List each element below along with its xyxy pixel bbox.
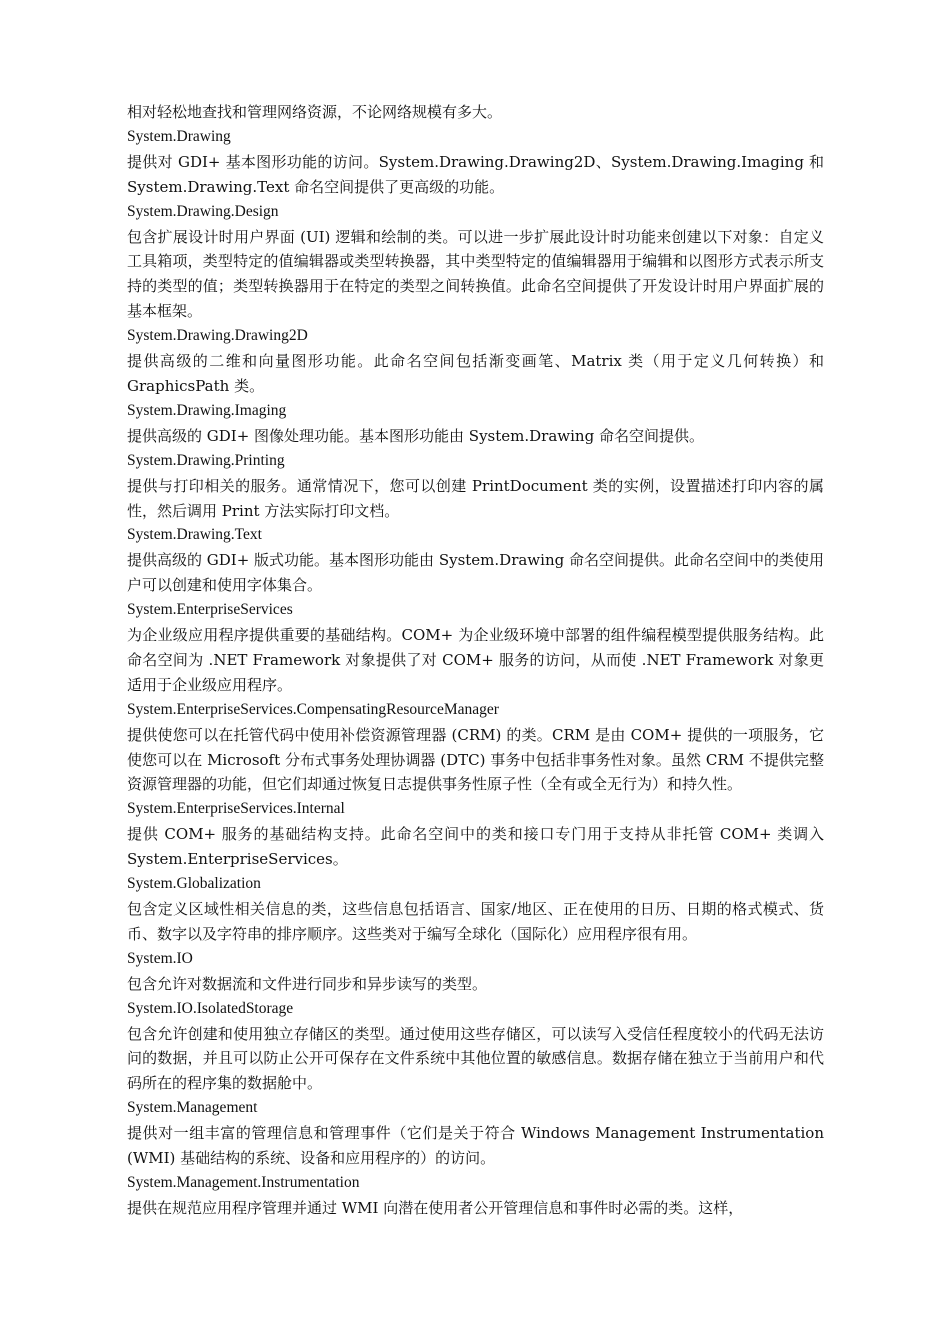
namespace-entry bbox=[127, 1096, 824, 1171]
namespace-entry bbox=[127, 698, 824, 798]
namespace-title: System.Management bbox=[127, 1099, 258, 1117]
namespace-description: 提供对一组丰富的管理信息和管理事件（它们是关于符合 Windows Management Instrumentation (WMI) 基础结构的系统、设备和应用程序的）的访问。 bbox=[127, 1124, 824, 1168]
namespace-title: System.Drawing.Printing bbox=[127, 451, 285, 469]
namespace-title: System.EnterpriseServices.Internal bbox=[127, 800, 345, 818]
namespace-description: 包含扩展设计时用户界面 (UI) 逻辑和绘制的类。可以进一步扩展此设计时功能来创建以下对象：自定义工具箱项，类型特定的值编辑器或类型转换器，其中类型特定的值编辑器用于编辑和以图形方式表示所支持的类型的值；类型转换器用于在特定的类型之间转换值。此命名空间提供了开发设计时用户界面扩展的基本框架。 bbox=[127, 227, 824, 321]
namespace-title: System.IO.IsolatedStorage bbox=[127, 999, 294, 1017]
namespace-entry bbox=[127, 399, 824, 449]
namespace-title: System.Drawing.Drawing2D bbox=[127, 327, 308, 345]
namespace-description: 提供 COM+ 服务的基础结构支持。此命名空间中的类和接口专门用于支持从非托管 COM+ 类调入 System.EnterpriseServices。 bbox=[127, 825, 824, 869]
namespace-entry bbox=[127, 125, 824, 200]
namespace-entry bbox=[127, 324, 824, 399]
namespace-entry bbox=[127, 1171, 824, 1221]
namespace-description: 为企业级应用程序提供重要的基础结构。COM+ 为企业级环境中部署的组件编程模型提供服务结构。此命名空间为 .NET Framework 对象提供了对 COM+ 服务的访问，从而使 .NET Framework 对象更适用于企业级应用程序。 bbox=[127, 626, 824, 694]
document-page bbox=[127, 100, 824, 1221]
namespace-title: System.Drawing.Design bbox=[127, 202, 279, 220]
namespace-description: 提供高级的二维和向量图形功能。此命名空间包括渐变画笔、Matrix 类（用于定义几何转换）和 GraphicsPath 类。 bbox=[127, 352, 824, 395]
namespace-title: System.Drawing bbox=[127, 127, 231, 145]
namespace-description: 提供在规范应用程序管理并通过 WMI 向潜在使用者公开管理信息和事件时必需的类。这样， bbox=[127, 1198, 744, 1217]
namespace-entry bbox=[127, 200, 824, 325]
namespace-description: 提供与打印相关的服务。通常情况下，您可以创建 PrintDocument 类的实例，设置描述打印内容的属性，然后调用 Print 方法实际打印文档。 bbox=[127, 476, 824, 520]
namespace-description: 包含定义区域性相关信息的类，这些信息包括语言、国家/地区、正在使用的日历、日期的格式模式、货币、数字以及字符串的排序顺序。这些类对于编写全球化（国际化）应用程序很有用。 bbox=[127, 900, 824, 943]
namespace-entry bbox=[127, 872, 824, 947]
namespace-entry bbox=[127, 947, 824, 997]
namespace-description: 提供对 GDI+ 基本图形功能的访问。System.Drawing.Drawing2D、System.Drawing.Imaging 和 System.Drawing.Text 命名空间提供了更高级的功能。 bbox=[127, 152, 824, 196]
namespace-entry bbox=[127, 449, 824, 524]
namespace-entry bbox=[127, 997, 824, 1097]
namespace-title: System.EnterpriseServices bbox=[127, 601, 293, 619]
namespace-description: 包含允许对数据流和文件进行同步和异步读写的类型。 bbox=[127, 974, 488, 993]
namespace-description: 提供使您可以在托管代码中使用补偿资源管理器 (CRM) 的类。CRM 是由 COM+ 提供的一项服务，它使您可以在 Microsoft 分布式事务处理协调器 (DTC) 事务中包括非事务性对象。虽然 CRM 不提供完整资源管理器的功能，但它们却通过恢复日志提供事务性原子性（全有或全无行为）和持久性。 bbox=[127, 725, 824, 794]
namespace-title: System.Drawing.Text bbox=[127, 526, 262, 544]
namespace-entry bbox=[127, 523, 824, 598]
namespace-entry bbox=[127, 598, 824, 698]
namespace-title: System.Management.Instrumentation bbox=[127, 1173, 360, 1191]
namespace-entry bbox=[127, 797, 824, 872]
namespace-title: System.EnterpriseServices.CompensatingResourceManager bbox=[127, 700, 499, 718]
intro-paragraph: 相对轻松地查找和管理网络资源，不论网络规模有多大。 bbox=[127, 103, 503, 121]
namespace-title: System.Globalization bbox=[127, 875, 261, 893]
namespace-title: System.Drawing.Imaging bbox=[127, 401, 287, 419]
namespace-description: 提供高级的 GDI+ 图像处理功能。基本图形功能由 System.Drawing 命名空间提供。 bbox=[127, 426, 704, 445]
namespace-description: 包含允许创建和使用独立存储区的类型。通过使用这些存储区，可以读写入受信任程度较小的代码无法访问的数据，并且可以防止公开可保存在文件系统中其他位置的敏感信息。数据存储在独立于当前用户和代码所在的程序集的数据舱中。 bbox=[127, 1024, 824, 1093]
namespace-description: 提供高级的 GDI+ 版式功能。基本图形功能由 System.Drawing 命名空间提供。此命名空间中的类使用户可以创建和使用字体集合。 bbox=[127, 551, 824, 595]
namespace-title: System.IO bbox=[127, 949, 193, 967]
